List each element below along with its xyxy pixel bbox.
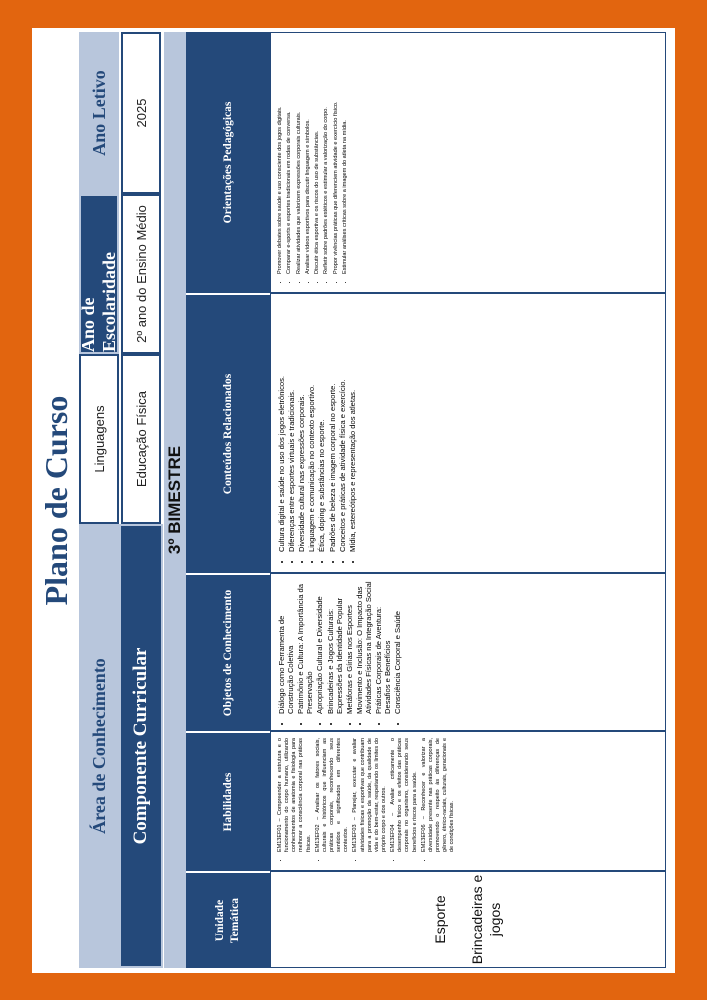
document-page [32,28,675,973]
conteudo-item: • Diversidade cultural nas expressões corporais. [297,302,306,552]
orientacao-item: • Estimular análises críticas sobre a imagem do atleta na mídia. [342,41,349,274]
area-value: Linguagens [79,354,119,524]
area-label: Área de Conhecimento [79,524,119,968]
orientacao-item: • Refletir sobre padrões estéticos e estimular a valorização do corpo. [323,41,330,274]
componente-value: Educação Física [121,354,161,524]
orientacao-item: • Promover debates sobre saúde e uso consciente dos jogos digitais. [277,41,284,274]
conteudo-item: • Padrões de beleza e imagem corporal no esporte. [328,302,337,552]
conteudos-list [277,302,357,564]
conteudo-item: • Conceitos e práticas de atividade física e exercício. [338,302,347,552]
ano-escolaridade-value: 2º ano do Ensino Médio [121,194,161,354]
habilidade-item: • EM13EF03 – Planejar, executar e avaliar atividades físicas e esportivas que contribuam para a promoção da saúde, da qualidade de vida e do bem-estar, respeitando os limites do próprio corpo e dos outros. [352,738,388,852]
ano-escolaridade-label: Ano de Escolaridade [79,194,119,354]
conteudo-item: • Diferenças entre esportes virtuais e tradicionais. [287,302,296,552]
objeto-item: • Apropriação Cultural e Diversidade [315,580,324,714]
unidade-item: Esporte [431,895,448,944]
objeto-item: • Práticas Corporais de Aventura: Desafios e Benefícios [374,580,392,714]
col-conteudos: Conteúdos Relacionados [186,293,270,573]
ano-letivo-label: Ano Letivo [79,32,119,194]
orientacao-item: • Comparar e-sports e esportes tradicionais em rodas de conversa. [286,41,293,274]
habilidade-item: • EM13EF01 – Compreender a estrutura e o funcionamento do corpo humano, utilizando conhecimentos de anatomia e fisiologia para melhorar a consciência corporal nas práticas físicas. [277,738,313,852]
orientacao-item: • Analisar vídeos esportivos para discutir linguagem e símbolos. [305,41,312,274]
objeto-item: • Diálogo como Ferramenta de Construção Coletiva [277,580,295,714]
conteudo-item: • Linguagem e comunicação no contexto esportivo. [307,302,316,552]
orientacao-item: • Discutir ética esportiva e os riscos do uso de substâncias. [314,41,321,274]
habilidade-item: • EM13EF06 – Reconhecer e valorizar a diversidade presente nas práticas corporais, promovendo o respeito às diferenças de gênero, étnico-raciais, culturais, geracionais e de condições físicas. [421,738,457,852]
ano-letivo-value: 2025 [121,32,161,194]
conteudo-item: • Mídia, estereótipos e representação dos atletas. [348,302,357,552]
orientacoes-list [277,41,349,286]
habilidades-list [277,738,456,864]
bimestre-bar: 3º BIMESTRE [164,32,186,968]
col-orientacoes: Orientações Pedagógicas [186,32,270,293]
componente-label: Componente Curricular [119,524,163,968]
objeto-item: • Metáforas e Gírias nos Esportes [345,580,354,714]
rotated-content [32,28,675,973]
page-title: Plano de Curso [38,395,74,606]
orientacao-item: • Propor vivências práticas que diferenciem atividade e exercício físico. [333,41,340,274]
objeto-item: • Patrimônio e Cultura: A Importância da Preservação [296,580,314,714]
conteudos-cell [270,293,666,573]
objeto-item: • Movimento e Inclusão: O Impacto das Atividades Físicas na Integração Social [355,580,373,714]
col-objetos: Objetos de Conhecimento [186,573,270,731]
conteudo-item: • Cultura digital e saúde no uso dos jogos eletrônicos. [277,302,286,552]
habilidade-item: • EM13EF04 – Avaliar criticamente o desempenho físico e os efeitos das práticas corporais no organismo, considerando seus benefícios e riscos para a saúde. [390,738,419,852]
habilidade-item: • EM13EF02 – Analisar os fatores sociais, culturais e históricos que influenciam as práticas corporais, reconhecendo seus sentidos e significados em diferentes contextos. [315,738,351,852]
col-unidade: Unidade Temática [186,871,270,968]
col-habilidades: Habilidades [186,731,270,871]
unidade-item: Brincadeiras e jogos [469,874,503,965]
orientacoes-cell [270,32,666,293]
unidade-cell [270,871,666,968]
objetos-cell [270,573,666,731]
habilidades-cell [270,731,666,871]
orientacao-item: • Realizar atividades que valorizem expressões corporais culturais. [296,41,303,274]
objeto-item: • Brincadeiras e Jogos Culturais: Expressões da Identidade Popular [326,580,344,714]
objeto-item: • Consciência Corporal e Saúde [393,580,402,714]
conteudo-item: • Ética, doping e substâncias no esporte. [317,302,326,552]
objetos-list [277,580,402,726]
